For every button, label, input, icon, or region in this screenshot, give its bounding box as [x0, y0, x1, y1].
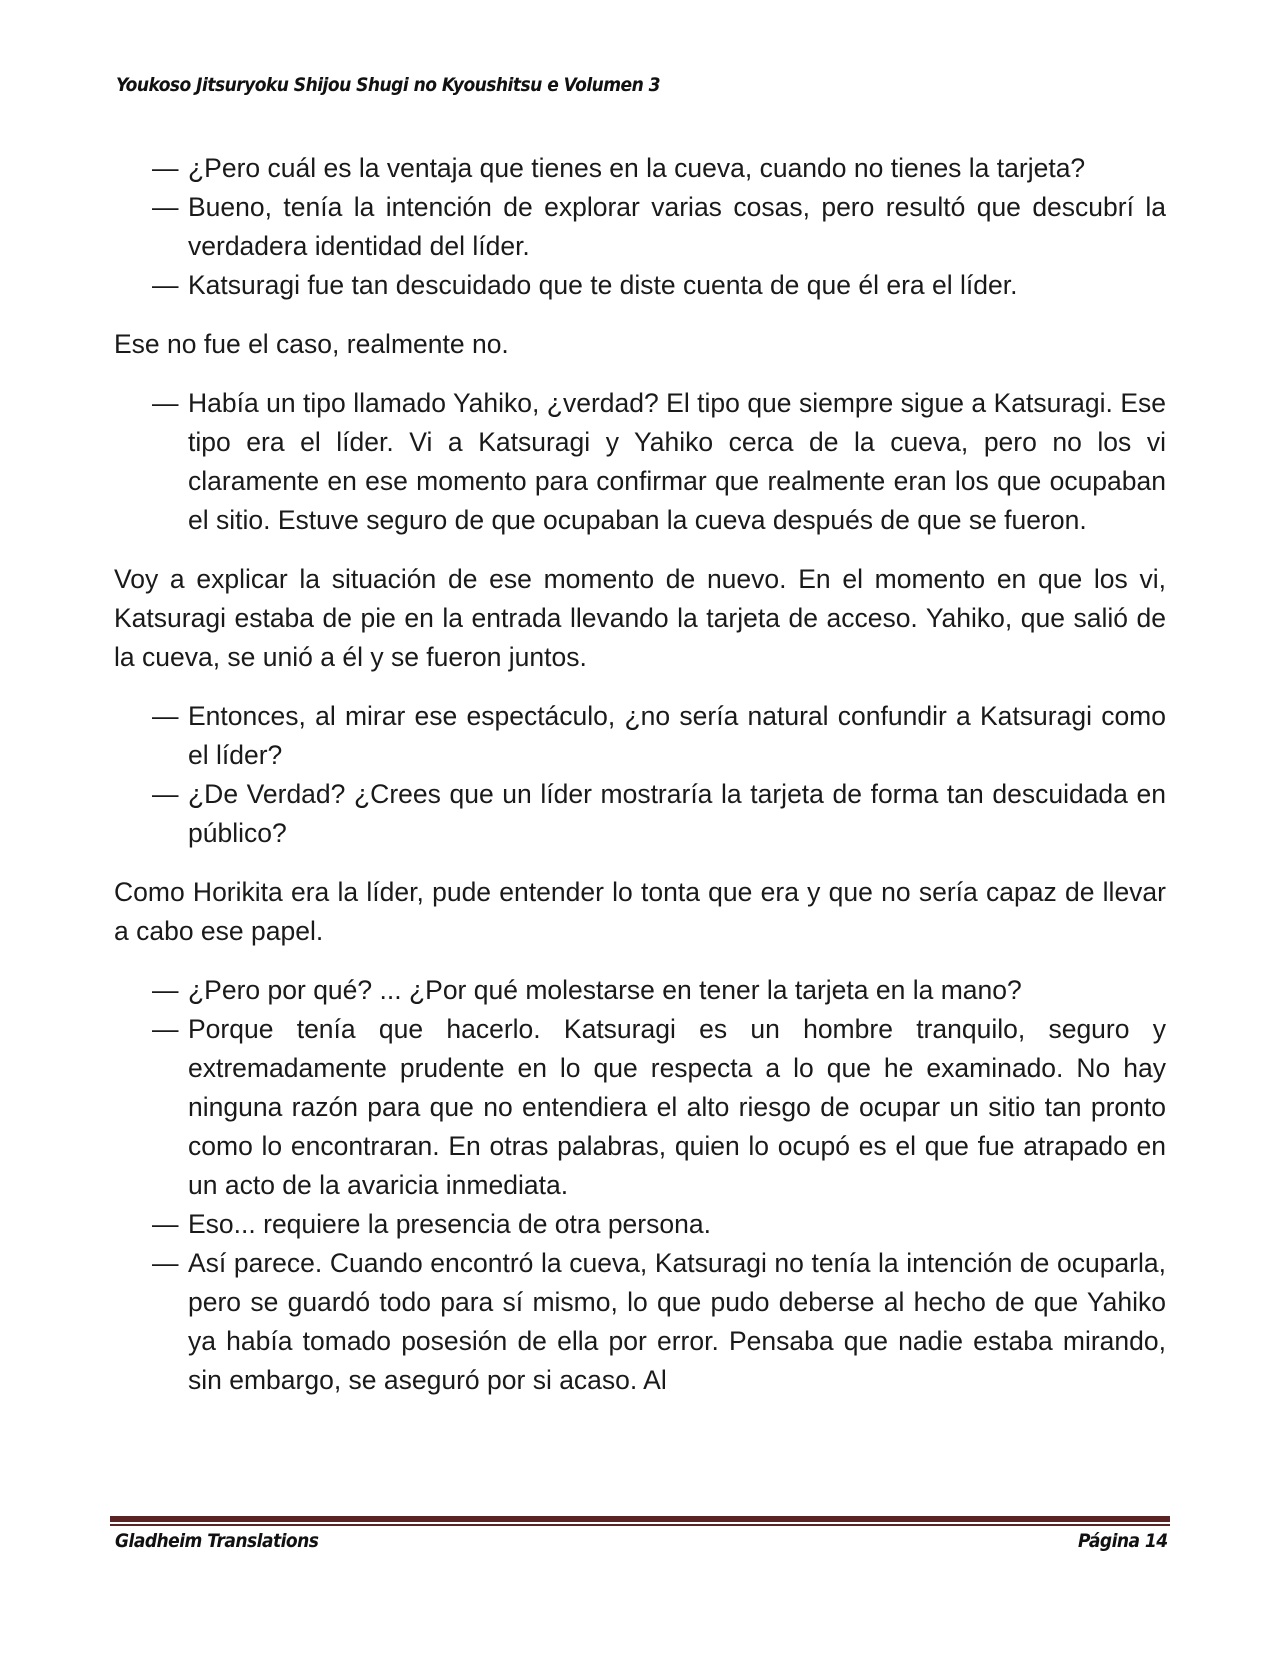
footer-rule	[110, 1516, 1170, 1522]
footer-page-number: Página 14	[1078, 1530, 1168, 1552]
dialogue-text: Entonces, al mirar ese espectáculo, ¿no sería natural confundir a Katsuragi como el líder?	[188, 701, 1166, 770]
dialogue-text: Bueno, tenía la intención de explorar varias cosas, pero resultó que descubrí la verdadera identidad del líder.	[188, 192, 1166, 261]
dialogue-dash: —	[152, 1248, 179, 1278]
dialogue-line	[114, 384, 1166, 540]
running-header: Youkoso Jitsuryoku Shijou Shugi no Kyoushitsu e Volumen 3	[116, 74, 661, 96]
dialogue-dash: —	[152, 779, 179, 809]
dialogue-dash: —	[152, 1209, 179, 1239]
dialogue-group	[114, 697, 1166, 853]
dialogue-line	[114, 775, 1166, 853]
dialogue-line	[114, 971, 1166, 1010]
dialogue-text: Porque tenía que hacerlo. Katsuragi es un hombre tranquilo, seguro y extremadamente prudente en lo que respecta a lo que he examinado. No hay ninguna razón para que no entendiera el alto riesgo de ocupar un sitio tan pronto como lo encontraran. En otras palabras, quien lo ocupó es el que fue atrapado en un acto de la avaricia inmediata.	[188, 1014, 1166, 1200]
dialogue-group	[114, 384, 1166, 540]
dialogue-group	[114, 149, 1166, 305]
dialogue-text: Katsuragi fue tan descuidado que te diste cuenta de que él era el líder.	[188, 270, 1018, 300]
footer-rule-thin	[110, 1524, 1170, 1526]
dialogue-line	[114, 1205, 1166, 1244]
page-body	[114, 149, 1166, 1420]
dialogue-dash: —	[152, 701, 179, 731]
dialogue-line	[114, 1010, 1166, 1205]
paragraph: Ese no fue el caso, realmente no.	[114, 329, 509, 359]
dialogue-text: Así parece. Cuando encontró la cueva, Katsuragi no tenía la intención de ocuparla, pero se guardó todo para sí mismo, lo que pudo deberse al hecho de que Yahiko ya había tomado posesión de ella por error. Pensaba que nadie estaba mirando, sin embargo, se aseguró por si acaso. Al	[188, 1248, 1166, 1395]
dialogue-dash: —	[152, 1014, 179, 1044]
dialogue-line	[114, 697, 1166, 775]
dialogue-text: ¿De Verdad? ¿Crees que un líder mostraría la tarjeta de forma tan descuidada en público?	[188, 779, 1166, 848]
dialogue-dash: —	[152, 270, 179, 300]
dialogue-line	[114, 1244, 1166, 1400]
dialogue-group	[114, 971, 1166, 1400]
dialogue-dash: —	[152, 975, 179, 1005]
dialogue-text: ¿Pero cuál es la ventaja que tienes en la cueva, cuando no tienes la tarjeta?	[188, 153, 1086, 183]
dialogue-line	[114, 188, 1166, 266]
dialogue-dash: —	[152, 388, 179, 418]
paragraph: Como Horikita era la líder, pude entender lo tonta que era y que no sería capaz de llevar a cabo ese papel.	[114, 877, 1166, 946]
dialogue-text: Había un tipo llamado Yahiko, ¿verdad? El tipo que siempre sigue a Katsuragi. Ese tipo era el líder. Vi a Katsuragi y Yahiko cerca de la cueva, pero no los vi claramente en ese momento para confirmar que realmente eran los que ocupaban el sitio. Estuve seguro de que ocupaban la cueva después de que se fueron.	[188, 388, 1166, 535]
dialogue-text: Eso... requiere la presencia de otra persona.	[188, 1209, 711, 1239]
dialogue-text: ¿Pero por qué? ... ¿Por qué molestarse en tener la tarjeta en la mano?	[188, 975, 1022, 1005]
paragraph: Voy a explicar la situación de ese momento de nuevo. En el momento en que los vi, Katsuragi estaba de pie en la entrada llevando la tarjeta de acceso. Yahiko, que salió de la cueva, se unió a él y se fueron juntos.	[114, 564, 1166, 672]
dialogue-line	[114, 149, 1166, 188]
dialogue-dash: —	[152, 192, 179, 222]
dialogue-line	[114, 266, 1166, 305]
footer-translator: Gladheim Translations	[115, 1530, 319, 1552]
dialogue-dash: —	[152, 153, 179, 183]
